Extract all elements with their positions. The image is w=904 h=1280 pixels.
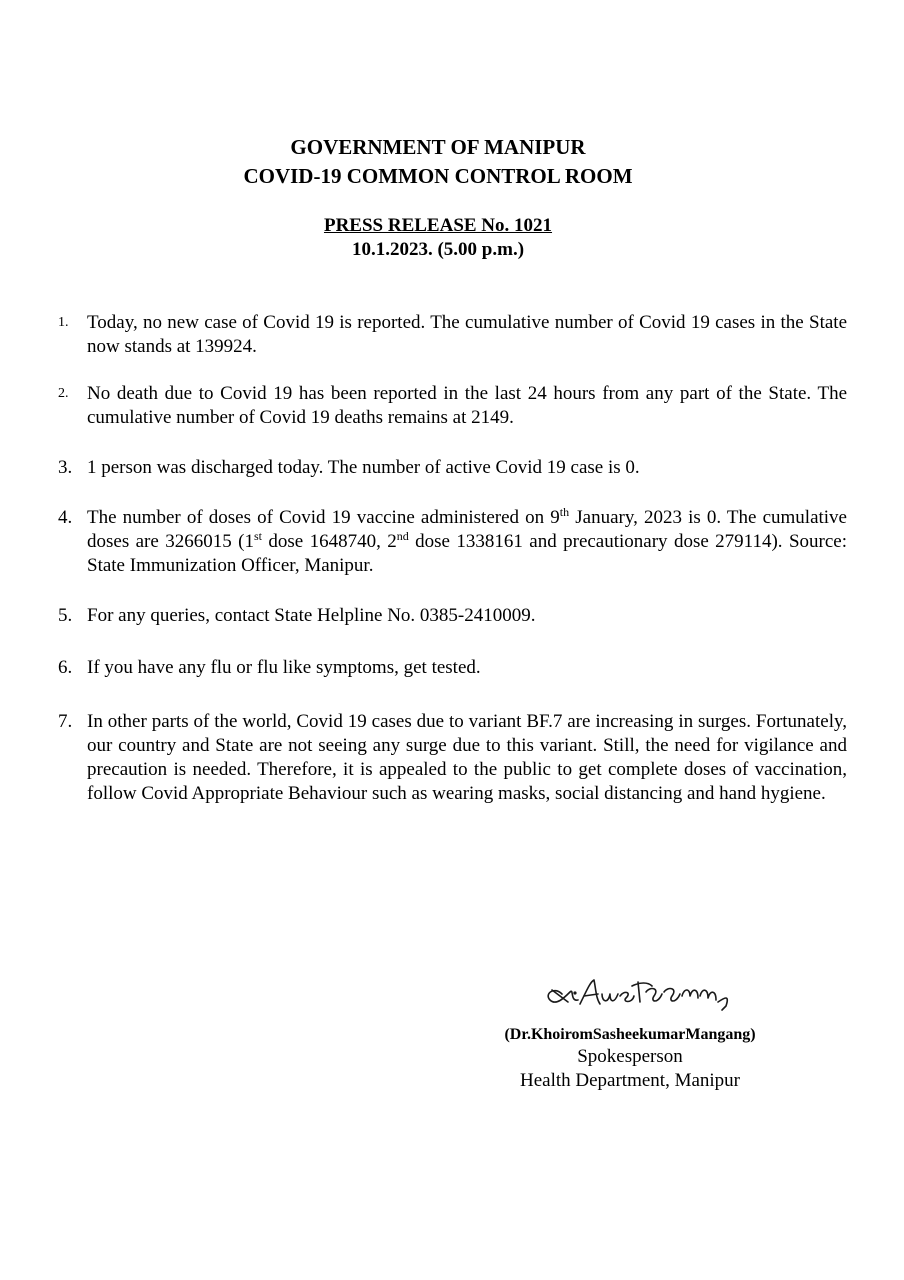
item-text-part: dose 1338161 and precautionary dose 279114). Source: State Immunization Officer, Manipur. bbox=[87, 531, 847, 576]
header-government: GOVERNMENT OF MANIPUR bbox=[290, 135, 586, 159]
list-item bbox=[58, 506, 847, 578]
item-number: 1. bbox=[58, 315, 69, 330]
item-text bbox=[87, 506, 847, 578]
item-number: 6. bbox=[58, 657, 73, 678]
list-item bbox=[58, 656, 847, 680]
header-control-room: COVID-19 COMMON CONTROL ROOM bbox=[243, 164, 633, 188]
ordinal-suffix: nd bbox=[396, 529, 409, 543]
handwritten-signature bbox=[540, 972, 740, 1022]
signatory-role: Spokesperson bbox=[577, 1046, 683, 1067]
item-text: In other parts of the world, Covid 19 cases due to variant BF.7 are increasing in surges. Fortunately, our country and State are not seeing any surge due to this variant. Still, the need for vigilance and precaution is needed. Therefore, it is appealed to the public to get complete doses of vaccination, follow Covid Appropriate Behaviour such as wearing masks, social distancing and hand hygiene. bbox=[87, 711, 847, 804]
item-text: 1 person was discharged today. The number of active Covid 19 case is 0. bbox=[87, 457, 640, 478]
item-number: 4. bbox=[58, 507, 73, 528]
item-number: 5. bbox=[58, 605, 73, 626]
list-item bbox=[58, 311, 847, 359]
item-text: No death due to Covid 19 has been reported in the last 24 hours from any part of the State. The cumulative number of Covid 19 deaths remains at 2149. bbox=[87, 383, 847, 428]
press-release-date: 10.1.2023. (5.00 p.m.) bbox=[351, 239, 525, 260]
item-text-part: dose 1648740, 2 bbox=[261, 531, 397, 552]
list-item bbox=[58, 382, 847, 430]
item-text-part: The number of doses of Covid 19 vaccine administered on 9 bbox=[87, 507, 560, 528]
signatory-name: (Dr.KhoiromSasheekumarMangang) bbox=[504, 1026, 756, 1043]
press-release-title: PRESS RELEASE No. 1021 bbox=[323, 215, 553, 236]
signatory-department: Health Department, Manipur bbox=[519, 1070, 740, 1091]
list-item bbox=[58, 710, 847, 806]
item-text: Today, no new case of Covid 19 is reported. The cumulative number of Covid 19 cases in the State now stands at 139924. bbox=[87, 312, 847, 357]
item-text: If you have any flu or flu like symptoms, get tested. bbox=[87, 657, 481, 678]
list-item bbox=[58, 604, 847, 628]
list-item bbox=[58, 456, 847, 480]
ordinal-suffix: th bbox=[559, 505, 570, 519]
item-number: 3. bbox=[58, 457, 73, 478]
ordinal-suffix: st bbox=[253, 529, 262, 543]
item-text-part: January, 2023 is 0. The cumulative doses are 3266015 (1 bbox=[87, 507, 847, 552]
item-text: For any queries, contact State Helpline No. 0385-2410009. bbox=[87, 605, 536, 626]
item-number: 2. bbox=[58, 386, 69, 401]
item-number: 7. bbox=[58, 711, 73, 732]
